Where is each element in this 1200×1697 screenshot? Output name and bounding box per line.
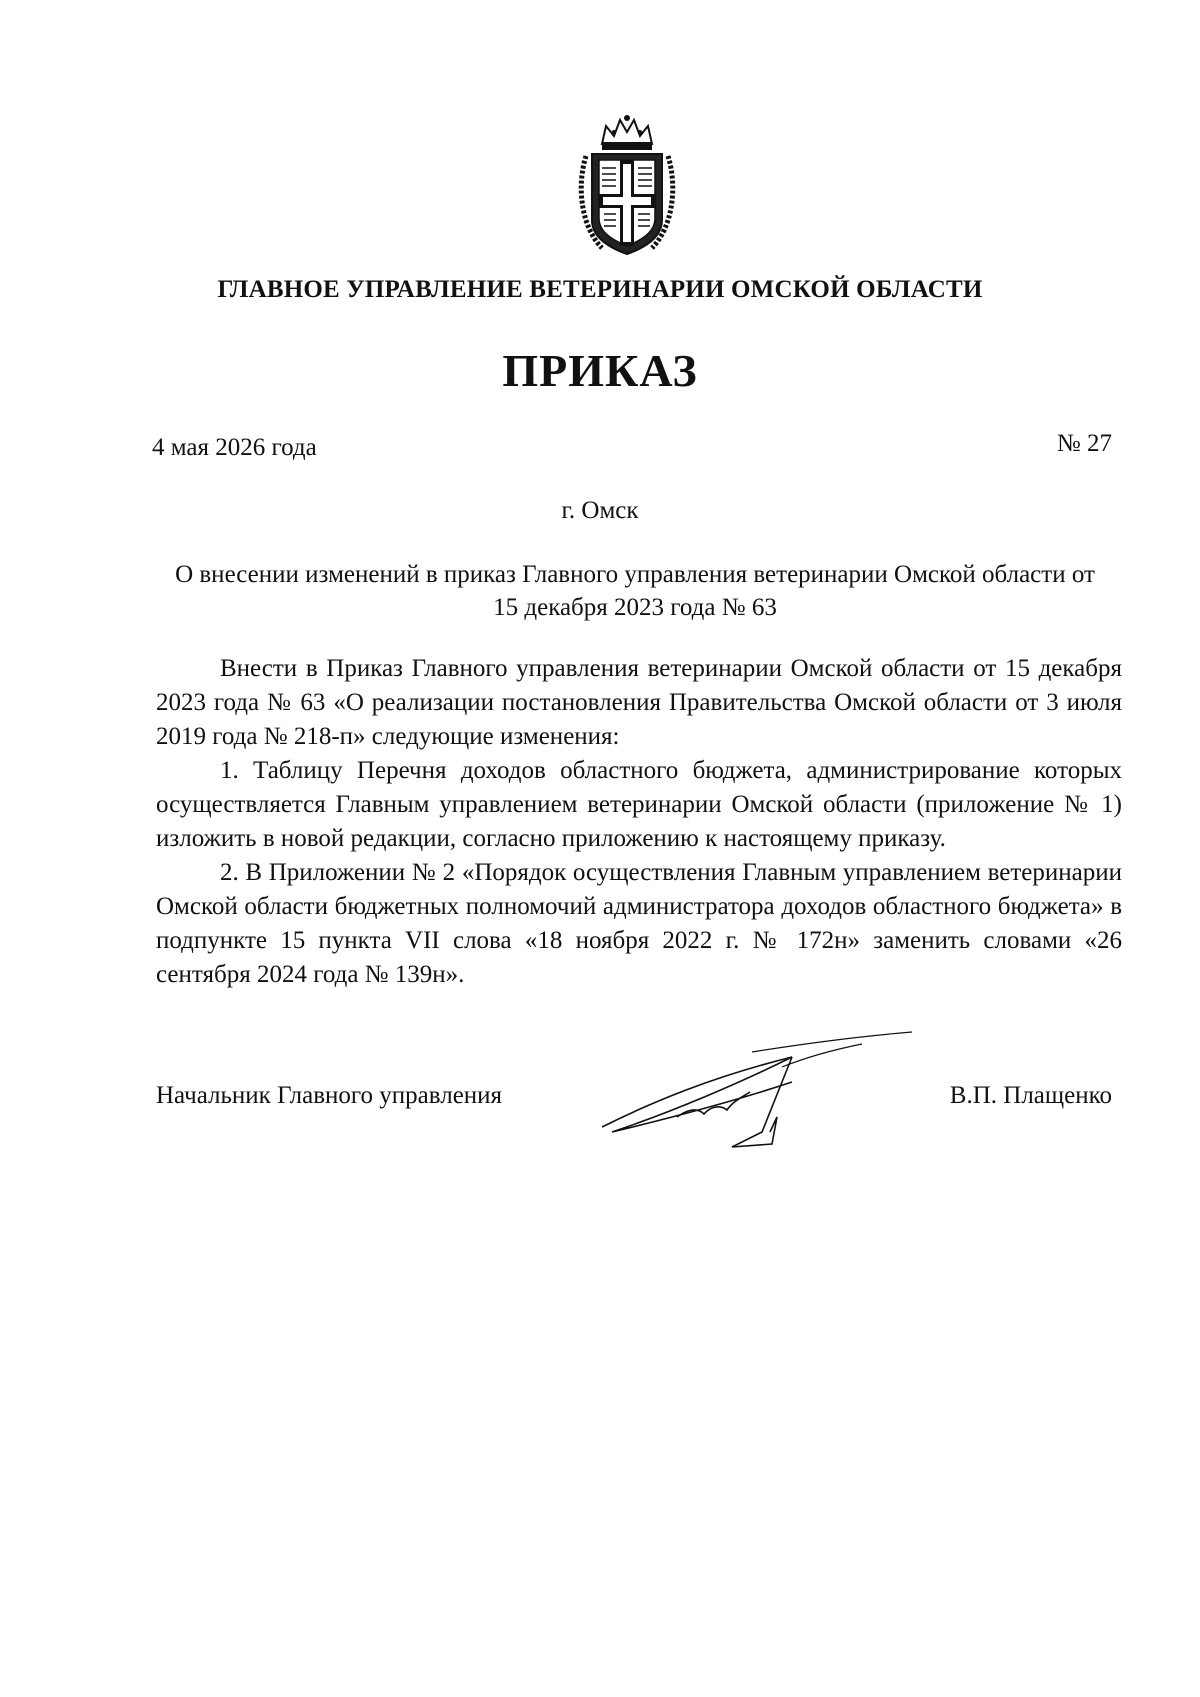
document-city: г. Омск [561, 497, 639, 524]
coat-of-arms-icon [572, 108, 682, 258]
document-date: 4 мая 2026 года [152, 434, 317, 461]
body-item-1: 1. Таблицу Перечня доходов областного бюджета, администрирование которых осуществляется Главным управлением ветеринарии Омской области (приложение № 1) изложить в новой редакции, согласно приложению к настоящему приказу. [156, 757, 1122, 852]
handwritten-signature [592, 1022, 922, 1152]
signer-title: Начальник Главного управления [156, 1082, 503, 1109]
body-intro: Внести в Приказ Главного управления ветеринарии Омской области от 15 декабря 2023 года № 63 «О реализации постановления Правительства Омской области от 3 июля 2019 года № 218-п» следующие изменения: [156, 655, 1122, 750]
document-body [156, 652, 1122, 992]
signer-name: В.П. Плащенко [949, 1082, 1112, 1109]
document-subject: О внесении изменений в приказ Главного управления ветеринарии Омской области от 15 декабря 2023 года № 63 [175, 561, 1095, 621]
document-type: ПРИКАЗ [502, 345, 698, 396]
document-number: № 27 [1056, 430, 1112, 457]
organization-title: ГЛАВНОЕ УПРАВЛЕНИЕ ВЕТЕРИНАРИИ ОМСКОЙ ОБЛАСТИ [217, 276, 983, 303]
body-item-2: 2. В Приложении № 2 «Порядок осуществления Главным управлением ветеринарии Омской области бюджетных полномочий администратора доходов областного бюджета» в подпункте 15 пункта VII слова «18 ноября 2022 г. № 172н» заменить словами «26 сентября 2024 года № 139н». [156, 859, 1122, 988]
